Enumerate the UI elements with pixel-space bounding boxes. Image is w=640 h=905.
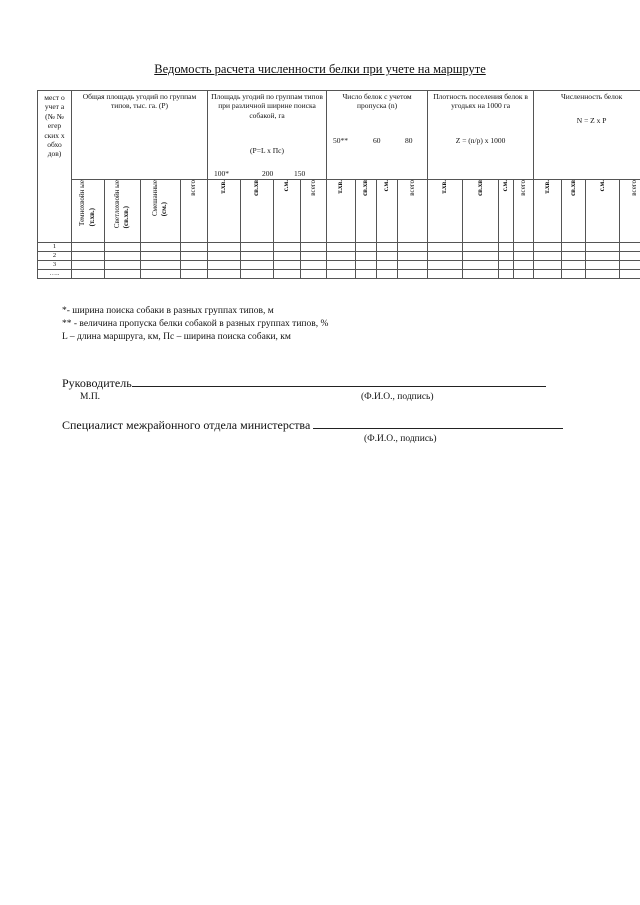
subheader-light-conifer: Светлохвойн ые (св.хв.) <box>105 180 141 243</box>
total-area-header: Общая площадь угодий по группам типов, тыс. га. (Р) <box>72 91 208 180</box>
subheader-dark-conifer: Темнохвойн ые (т.хв.) <box>72 180 105 243</box>
subheader-cell: всего <box>514 180 534 243</box>
subheader-cell: всего <box>301 180 327 243</box>
subheader-cell: с.м. <box>586 180 620 243</box>
footnotes <box>62 305 328 344</box>
subheader-cell: т.хв. <box>327 180 356 243</box>
row-number: ….. <box>38 270 72 279</box>
subheader-cell: т.хв. <box>534 180 562 243</box>
signature-underline <box>132 376 546 387</box>
specialist-label: Специалист межрайонного отдела министерства <box>62 418 311 432</box>
head-label: Руководитель <box>62 376 132 390</box>
row-number: 1 <box>38 243 72 252</box>
subheader-cell: св.хв <box>241 180 274 243</box>
subheader-cell: с.м. <box>499 180 514 243</box>
fio-caption: (Ф.И.О., подпись) <box>364 434 437 444</box>
search-area-formula: (Р=L х Пс) <box>250 146 284 155</box>
table-row <box>38 252 640 261</box>
scale-value: 200 <box>262 169 274 178</box>
table-row <box>38 243 640 252</box>
row-number: 3 <box>38 261 72 270</box>
signature-underline <box>313 418 563 429</box>
subheader-total: всего <box>181 180 208 243</box>
stamp-place-label: М.П. <box>80 392 101 402</box>
table-row <box>38 270 640 279</box>
subheader-cell: св.хв <box>463 180 499 243</box>
document-title: Ведомость расчета численности белки при учете на маршруте <box>154 62 486 76</box>
scale-value: 100* <box>214 169 229 178</box>
density-formula: Z = (n/p) х 1000 <box>455 136 506 145</box>
subheader-cell: св.хв <box>356 180 377 243</box>
subheader-cell: т.хв. <box>428 180 463 243</box>
specialist-signature-line <box>62 418 563 433</box>
scale-value: 60 <box>373 136 381 145</box>
footnote: *- ширина поиска собаки в разных группах типов, м <box>62 306 274 316</box>
subheader-mixed: Смешанные (см.) <box>141 180 181 243</box>
population-formula: N = Z х P <box>576 116 607 125</box>
footnote: ** - величина пропуска белки собакой в разных группах типов, % <box>62 319 329 329</box>
footnote: L – длина маршруга, км, Пс – ширина поиска собаки, км <box>62 332 291 342</box>
calculation-table <box>37 90 640 279</box>
density-header: Плотность поселения белок в угодьях на 1000 га Z = (n/p) х 1000 <box>428 91 534 180</box>
squirrel-count-header: Число белок с учетом пропуска (n) 50** 60 80 <box>327 91 428 180</box>
subheader-cell: всего <box>620 180 640 243</box>
subheader-cell: с.м. <box>377 180 398 243</box>
subheader-cell: т.хв. <box>208 180 241 243</box>
scale-value: 80 <box>405 136 413 145</box>
subheader-cell: с.м. <box>274 180 301 243</box>
fio-caption: (Ф.И.О., подпись) <box>361 392 434 402</box>
location-header: мест о учет а (№ № егер ских х обхо дов) <box>38 91 72 243</box>
row-number: 2 <box>38 252 72 261</box>
table-row <box>38 261 640 270</box>
subheader-cell: всего <box>398 180 428 243</box>
search-area-header: Площадь угодий по группам типов при различной ширине поиска собакой, га (Р=L х Пс) 100* 200 150 <box>208 91 327 180</box>
scale-value: 50** <box>333 136 349 145</box>
scale-value: 150 <box>294 169 306 178</box>
population-header: Численность белок N = Z х P <box>534 91 640 180</box>
head-signature-line <box>62 376 546 391</box>
subheader-cell: св.хв <box>562 180 586 243</box>
